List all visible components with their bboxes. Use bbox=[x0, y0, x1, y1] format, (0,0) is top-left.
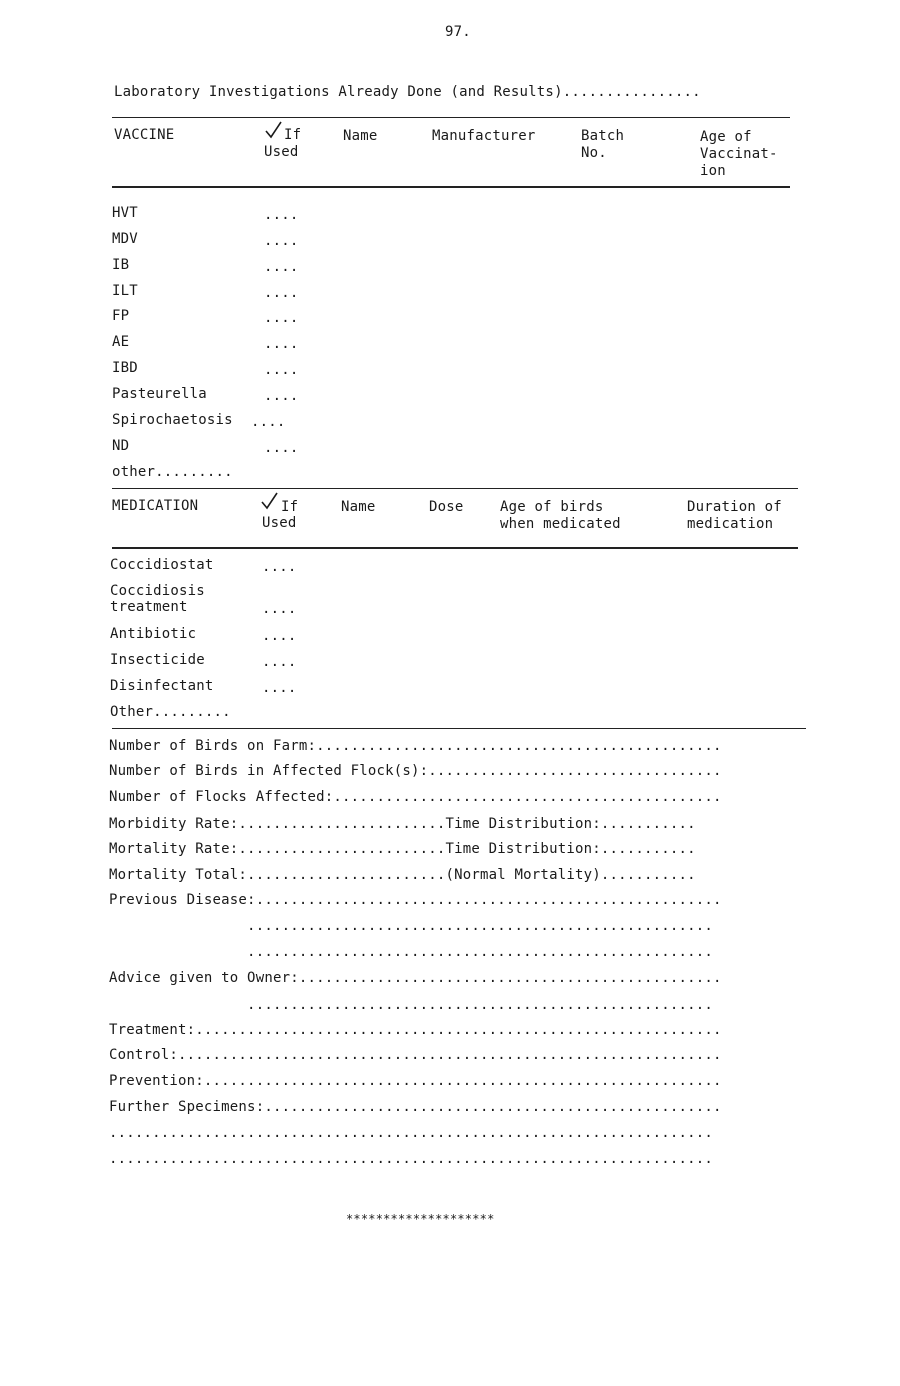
medication-label: Insecticide bbox=[110, 652, 205, 668]
dose-col-header: Dose bbox=[429, 499, 464, 515]
vaccine-used-dots: .... bbox=[264, 388, 299, 404]
vaccine-top-rule bbox=[112, 117, 790, 118]
blank-dotted-line: ...................................................................... bbox=[109, 1151, 714, 1167]
medication-top-rule bbox=[112, 488, 798, 489]
medication-label: Coccidiosis bbox=[110, 583, 205, 599]
vaccine-used-dots: .... bbox=[264, 233, 299, 249]
further-specimens-field: Further Specimens:..................................................... bbox=[109, 1099, 722, 1115]
end-of-form-asterisks: ******************** bbox=[346, 1212, 495, 1226]
vaccine-label: other......... bbox=[112, 464, 233, 480]
treatment-field: Treatment:............................................................. bbox=[109, 1022, 722, 1038]
vaccine-col-header: VACCINE bbox=[114, 127, 175, 143]
vaccine-label: IB bbox=[112, 257, 130, 273]
vaccine-label: ILT bbox=[112, 283, 138, 299]
checkmark-icon bbox=[264, 120, 284, 140]
medication-used-dots: .... bbox=[262, 559, 297, 575]
medication-used-dots: .... bbox=[262, 628, 297, 644]
vaccine-label: IBD bbox=[112, 360, 138, 376]
vaccine-label: Pasteurella bbox=[112, 386, 207, 402]
age-of-birds-header-line1: Age of birds bbox=[500, 499, 604, 515]
mortality-total-field: Mortality Total:.......................(Normal Mortality)........... bbox=[109, 867, 696, 883]
vaccine-label: HVT bbox=[112, 205, 138, 221]
age-col-header-line2: Vaccinat- bbox=[700, 146, 778, 162]
medication-label: Coccidiostat bbox=[110, 557, 214, 573]
advice-to-owner-field: Advice given to Owner:................................................. bbox=[109, 970, 722, 986]
fields-top-rule bbox=[112, 728, 806, 729]
previous-disease-continuation: ...................................................... bbox=[109, 918, 714, 934]
lab-investigations-line: Laboratory Investigations Already Done (and Results)................ bbox=[114, 84, 701, 100]
if-used-header-line1: If bbox=[284, 127, 302, 143]
vaccine-label: MDV bbox=[112, 231, 138, 247]
name-col-header: Name bbox=[343, 128, 378, 144]
page-number: 97. bbox=[445, 24, 471, 40]
prevention-field: Prevention:............................................................ bbox=[109, 1073, 722, 1089]
previous-disease-continuation: ...................................................... bbox=[109, 944, 714, 960]
if-used-header-line1: If bbox=[281, 499, 299, 515]
vaccine-label: ND bbox=[112, 438, 130, 454]
vaccine-used-dots: .... bbox=[264, 440, 299, 456]
medication-used-dots: .... bbox=[262, 601, 297, 617]
vaccine-used-dots: .... bbox=[251, 414, 286, 430]
advice-continuation: ...................................................... bbox=[109, 997, 714, 1013]
manufacturer-col-header: Manufacturer bbox=[432, 128, 536, 144]
duration-header-line2: medication bbox=[687, 516, 774, 532]
batch-col-header-line2: No. bbox=[581, 145, 607, 161]
vaccine-used-dots: .... bbox=[264, 336, 299, 352]
previous-disease-field: Previous Disease:...................................................... bbox=[109, 892, 722, 908]
name-col-header: Name bbox=[341, 499, 376, 515]
vaccine-used-dots: .... bbox=[264, 285, 299, 301]
birds-on-farm-field: Number of Birds on Farm:............................................... bbox=[109, 738, 722, 754]
duration-header-line1: Duration of bbox=[687, 499, 782, 515]
checkmark-icon bbox=[260, 491, 280, 511]
mortality-rate-field: Mortality Rate:........................Time Distribution:........... bbox=[109, 841, 696, 857]
vaccine-header-rule bbox=[112, 186, 790, 188]
vaccine-label: AE bbox=[112, 334, 130, 350]
morbidity-rate-field: Morbidity Rate:........................Time Distribution:........... bbox=[109, 816, 696, 832]
control-field: Control:............................................................... bbox=[109, 1047, 722, 1063]
medication-label: Other......... bbox=[110, 704, 231, 720]
if-used-header-line2: Used bbox=[264, 144, 299, 160]
vaccine-label: Spirochaetosis bbox=[112, 412, 233, 428]
medication-used-dots: .... bbox=[262, 654, 297, 670]
batch-col-header-line1: Batch bbox=[581, 128, 625, 144]
vaccine-used-dots: .... bbox=[264, 207, 299, 223]
vaccine-label: FP bbox=[112, 308, 130, 324]
flocks-affected-field: Number of Flocks Affected:............................................. bbox=[109, 789, 722, 805]
medication-header-rule bbox=[112, 547, 798, 549]
medication-col-header: MEDICATION bbox=[112, 498, 199, 514]
medication-label-line2: treatment bbox=[110, 599, 188, 615]
age-col-header-line1: Age of bbox=[700, 129, 752, 145]
blank-dotted-line: ...................................................................... bbox=[109, 1125, 714, 1141]
if-used-header-line2: Used bbox=[262, 515, 297, 531]
vaccine-used-dots: .... bbox=[264, 362, 299, 378]
vaccine-used-dots: .... bbox=[264, 310, 299, 326]
age-col-header-line3: ion bbox=[700, 163, 726, 179]
birds-in-affected-flock-field: Number of Birds in Affected Flock(s):.................................. bbox=[109, 763, 722, 779]
medication-label: Antibiotic bbox=[110, 626, 197, 642]
age-of-birds-header-line2: when medicated bbox=[500, 516, 621, 532]
medication-used-dots: .... bbox=[262, 680, 297, 696]
medication-label: Disinfectant bbox=[110, 678, 214, 694]
vaccine-used-dots: .... bbox=[264, 259, 299, 275]
